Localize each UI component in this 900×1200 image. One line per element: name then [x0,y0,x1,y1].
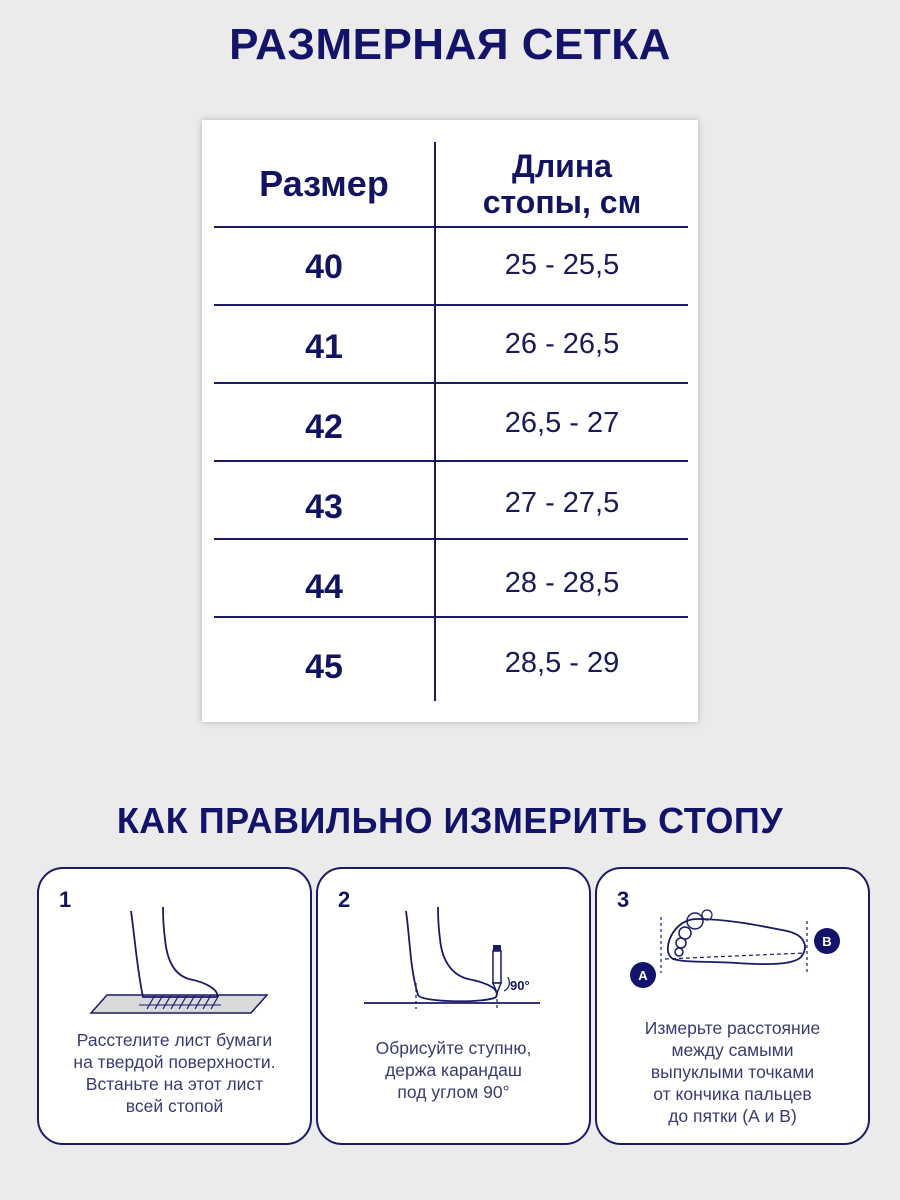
step-card-3 [595,867,870,1145]
pencil-icon [493,945,501,1009]
step-description [607,1017,858,1127]
header-size: Размер [259,163,389,204]
table-row-length: 28,5 - 29 [504,646,620,679]
step-card-1 [37,867,312,1145]
step-text-line: Обрисуйте ступню, [375,1038,532,1058]
step-text-line: Встаньте на этот лист [85,1074,264,1094]
table-row-size: 41 [305,327,343,366]
step-text-line: выпуклыми точками [650,1062,815,1082]
svg-text:A: A [638,968,648,983]
step-text-line: на твердой поверхности. [73,1052,276,1072]
step-number: 1 [59,887,72,912]
step-text-line: держа карандаш [385,1060,522,1080]
angle-label: 90° [510,978,530,993]
header-length [436,142,688,226]
size-table [202,120,698,722]
point-b-icon [814,928,840,954]
step-number: 2 [338,887,351,912]
page-title: РАЗМЕРНАЯ СЕТКА [229,20,671,69]
foot-tracing-pencil-icon [318,869,593,1029]
table-row-length: 26,5 - 27 [504,406,620,439]
svg-text:B: B [822,934,832,949]
table-row-length: 28 - 28,5 [504,566,620,599]
table-row-size: 45 [305,647,343,686]
table-row-length: 27 - 27,5 [504,486,620,519]
step-text-line: между самыми [671,1040,794,1060]
table-row-size: 42 [305,407,343,446]
step-text-line: всей стопой [125,1096,224,1116]
header-length-line1: Длина [512,148,612,184]
table-row-size: 40 [305,247,343,286]
foot-measure-icon [597,869,872,1019]
step-text-line: до пятки (А и В) [668,1106,797,1126]
step-number: 3 [617,887,630,912]
table-row-size: 43 [305,487,343,526]
step-text-line: Измерьте расстояние [644,1018,821,1038]
step-text-line: от кончика пальцев [653,1084,812,1104]
table-row-length: 25 - 25,5 [504,248,620,281]
step-card-2 [316,867,591,1145]
step-text-line: под углом 90° [397,1082,510,1102]
step-text-line: Расстелите лист бумаги [76,1030,273,1050]
step-description [328,1037,579,1103]
step-description [49,1029,300,1117]
table-row-size: 44 [305,567,343,606]
table-row-length: 26 - 26,5 [504,327,620,360]
foot-on-paper-icon [39,869,314,1029]
header-length-line2: стопы, см [482,184,642,220]
how-to-measure-title: КАК ПРАВИЛЬНО ИЗМЕРИТЬ СТОПУ [116,800,784,841]
point-a-icon [630,962,656,988]
